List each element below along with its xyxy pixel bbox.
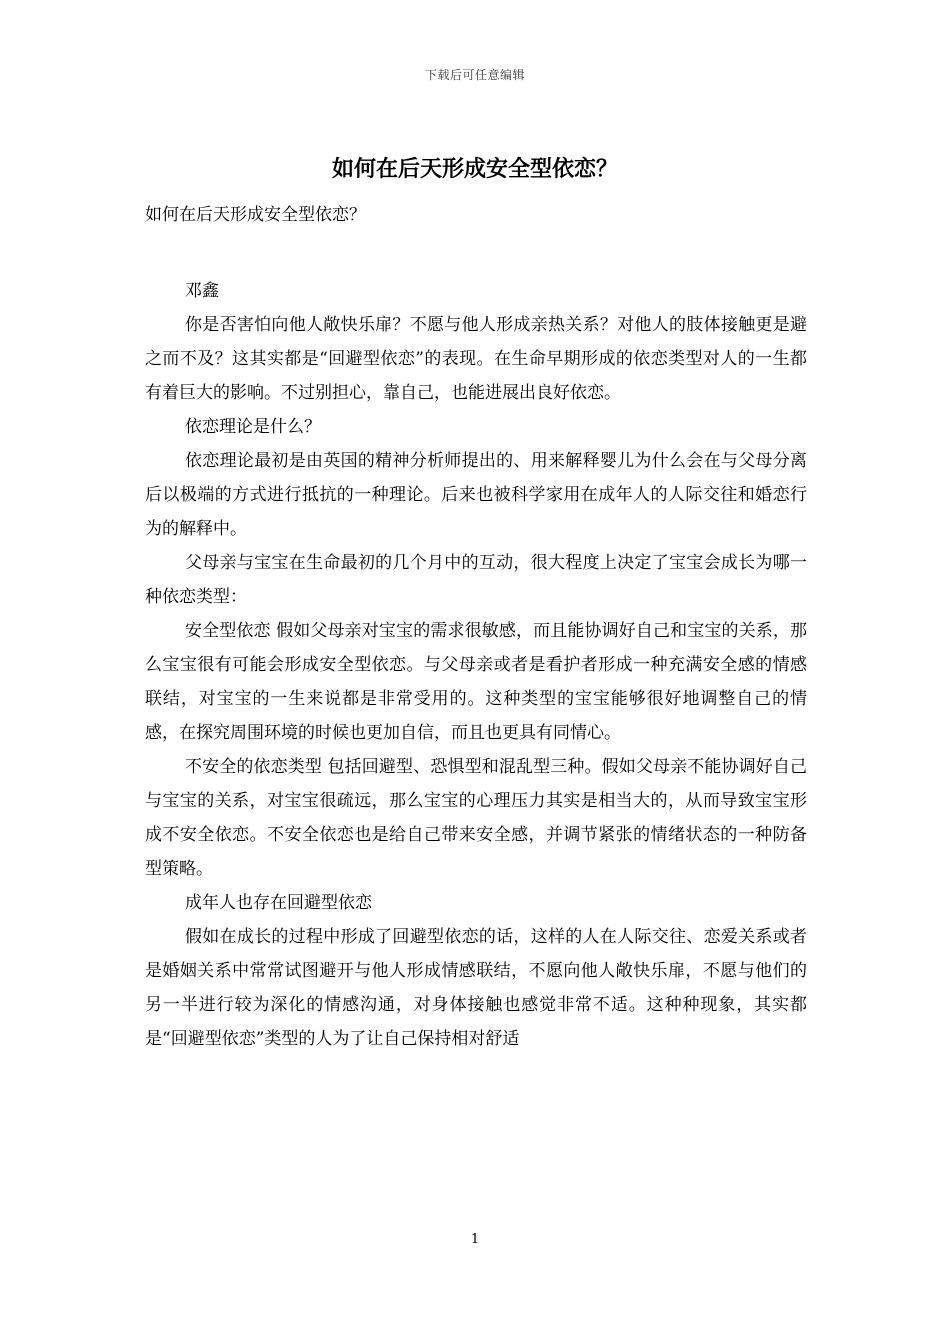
paragraph-theory: 依恋理论最初是由英国的精神分析师提出的、用来解释婴儿为什么会在与父母分离后以极端的方式进行抵抗的一种理论。后来也被科学家用在成年人的人际交往和婚恋行为的解释中。: [145, 451, 807, 539]
author-name: 邓鑫: [185, 281, 219, 301]
paragraph-insecure-attachment: 不安全的依恋类型 包括回避型、恐惧型和混乱型三种。假如父母亲不能协调好自己与宝宝的关系，对宝宝很疏远，那么宝宝的心理压力其实是相当大的，从而导致宝宝形成不安全依恋。不安全依恋也是给自己带来安全感，并调节紧张的情绪状态的一种防备型策略。: [145, 757, 807, 879]
paragraph-parent-interaction: 父母亲与宝宝在生命最初的几个月中的互动，很大程度上决定了宝宝会成长为哪一种依恋类型：: [145, 553, 807, 607]
subtitle: 如何在后天形成安全型依恋？: [145, 205, 366, 225]
document-title: 如何在后天形成安全型依恋？: [331, 156, 618, 182]
paragraph-intro: 你是否害怕向他人敞快乐扉？不愿与他人形成亲热关系？对他人的肢体接触更是避之而不及？这其实都是“回避型依恋”的表现。在生命早期形成的依恋类型对人的一生都有着巨大的影响。不过别担心，靠自己，也能进展出良好依恋。: [145, 315, 807, 403]
section-heading-theory: 依恋理论是什么？: [185, 417, 321, 437]
document-body: [145, 198, 807, 1056]
paragraph-secure-attachment: 安全型依恋 假如父母亲对宝宝的需求很敏感，而且能协调好自己和宝宝的关系，那么宝宝很有可能会形成安全型依恋。与父母亲或者是看护者形成一种充满安全感的情感联结，对宝宝的一生来说都是非常受用的。这种类型的宝宝能够很好地调整自己的情感，在探究周围环境的时候也更加自信，而且也更具有同情心。: [145, 621, 807, 743]
blank-line: [145, 232, 807, 266]
blank-gap: [145, 266, 807, 274]
page-number: 1: [470, 1232, 480, 1247]
paragraph-adult-avoidant: 假如在成长的过程中形成了回避型依恋的话，这样的人在人际交往、恋爱关系或者是婚姻关系中常常试图避开与他人形成情感联结，不愿向他人敞快乐扉，不愿与他们的另一半进行较为深化的情感沟通，对身体接触也感觉非常不适。这种种现象，其实都是“回避型依恋”类型的人为了让自己保持相对舒适: [145, 927, 807, 1049]
section-heading-adult-avoidant: 成年人也存在回避型依恋: [185, 893, 372, 913]
header-note: 下载后可任意编辑: [424, 68, 525, 82]
